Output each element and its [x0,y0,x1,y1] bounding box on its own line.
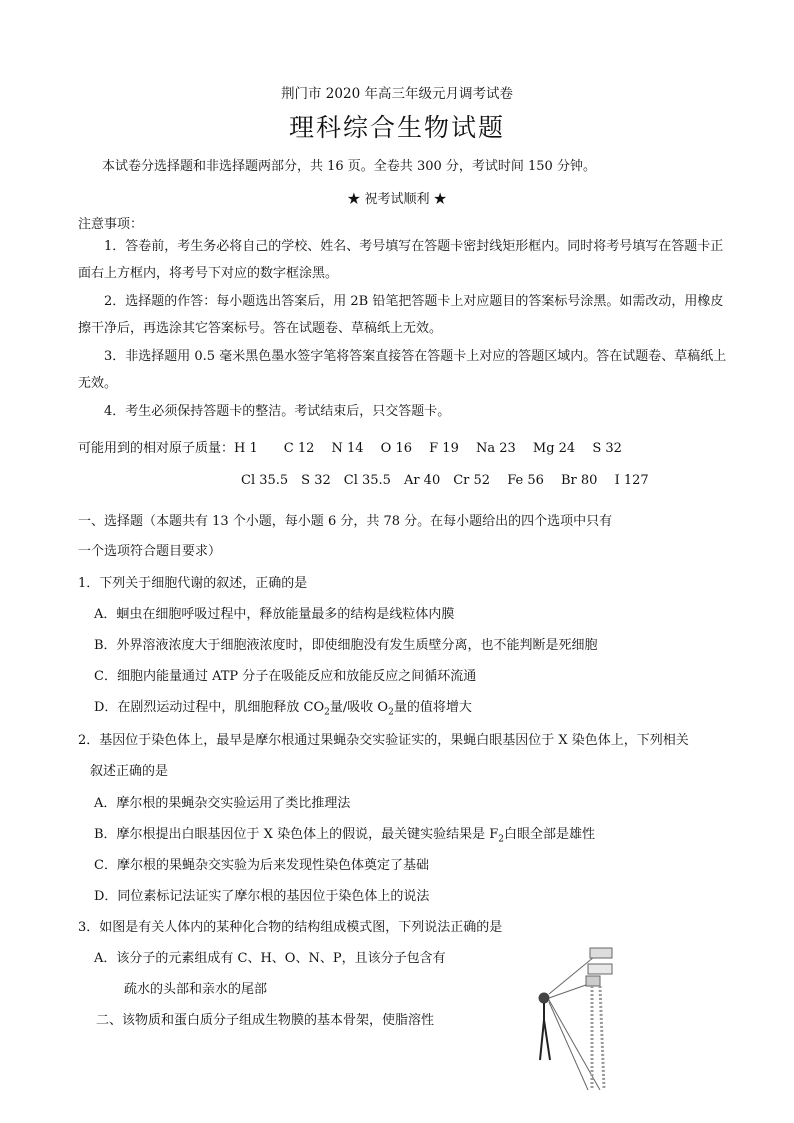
note-item: 4．考生必须保持答题卡的整洁。考试结束后，只交答题卡。 [104,404,451,419]
option-text: 量/吸收 O [329,700,389,715]
notes-heading: 注意事项： [78,217,144,232]
intro-text: 本试卷分选择题和非选择题两部分，共 16 页。全卷共 300 分，考试时间 150 分钟。 [102,159,596,174]
note-item: 3．非选择题用 0.5 毫米黑色墨水签字笔将答案直接答在答题卡上对应的答题区域内。答在试题卷、草稿纸上无效。 [78,349,727,391]
option-c: C．细胞内能量通过 ATP 分子在吸能反应和放能反应之间循环流通 [94,669,477,684]
option-a-continued: 疏水的头部和亲水的尾部 [124,982,268,997]
subscript: 2 [498,834,504,845]
option-c: C．摩尔根的果蝇杂交实验为后来发现性染色体奠定了基础 [94,858,429,873]
option-a: A．该分子的元素组成有 C、H、O、N、P，且该分子包含有 [94,951,446,966]
option-b [94,823,595,845]
option-b: 二、该物质和蛋白质分子组成生物膜的基本骨架，使脂溶性 [96,1013,435,1028]
good-luck-line: ★ 祝考试顺利 ★ [347,192,447,207]
phospholipid-structure-figure [530,940,620,1090]
option-text: D．在剧烈运动过程中，肌细胞释放 CO [94,700,325,715]
note-item: 2．选择题的作答：每小题选出答案后，用 2B 铅笔把答题卡上对应题目的答案标号涂黑。如需改动，用橡皮擦干净后，再选涂其它答案标号。答在试题卷、草稿纸上无效。 [78,294,724,336]
question-stem-continued: 叙述正确的是 [90,764,169,779]
page-title: 理科综合生物试题 [288,113,505,142]
subscript: 2 [324,707,330,718]
question-stem: 3．如图是有关人体内的某种化合物的结构组成模式图，下列说法正确的是 [78,920,503,935]
question-stem: 1．下列关于细胞代谢的叙述，正确的是 [78,576,308,591]
option-a: A．蛔虫在细胞呼吸过程中，释放能量最多的结构是线粒体内膜 [94,607,455,622]
option-d [94,696,472,718]
section-heading: 一、选择题（本题共有 13 个小题，每小题 6 分，共 78 分。在每小题给出的四个选项中只有 [78,514,613,529]
question-stem: 2．基因位于染色体上，最早是摩尔根通过果蝇杂交实验证实的，果蝇白眼基因位于 X 染色体上，下列相关 [78,733,689,748]
option-text: 白眼全部是雄性 [503,827,595,842]
option-d: D．同位素标记法证实了摩尔根的基因位于染色体上的说法 [94,889,430,904]
atomic-masses-line: Cl 35.5 S 32 Cl 35.5 Ar 40 Cr 52 Fe 56 Br 80 I 127 [241,473,649,488]
option-text: B．摩尔根提出白眼基因位于 X 染色体上的假说，最关键实验结果是 F [94,827,499,842]
option-b: B．外界溶液浓度大于细胞液浓度时，即使细胞没有发生质壁分离，也不能判断是死细胞 [94,638,598,653]
option-a: A．摩尔根的果蝇杂交实验运用了类比推理法 [94,796,351,811]
atomic-masses-line: 可能用到的相对原子质量：H 1 C 12 N 14 O 16 F 19 Na 23 Mg 24 S 32 [78,441,622,456]
subscript: 2 [388,707,394,718]
note-item: 1．答卷前，考生务必将自己的学校、姓名、考号填写在答题卡密封线矩形框内。同时将考号填写在答题卡正面右上方框内，将考号下对应的数字框涂黑。 [78,239,724,281]
option-text: 量的值将增大 [393,700,472,715]
exam-header: 荆门市 2020 年高三年级元月调考试卷 [281,86,513,102]
section-heading: 一个选项符合题目要求） [78,544,222,559]
